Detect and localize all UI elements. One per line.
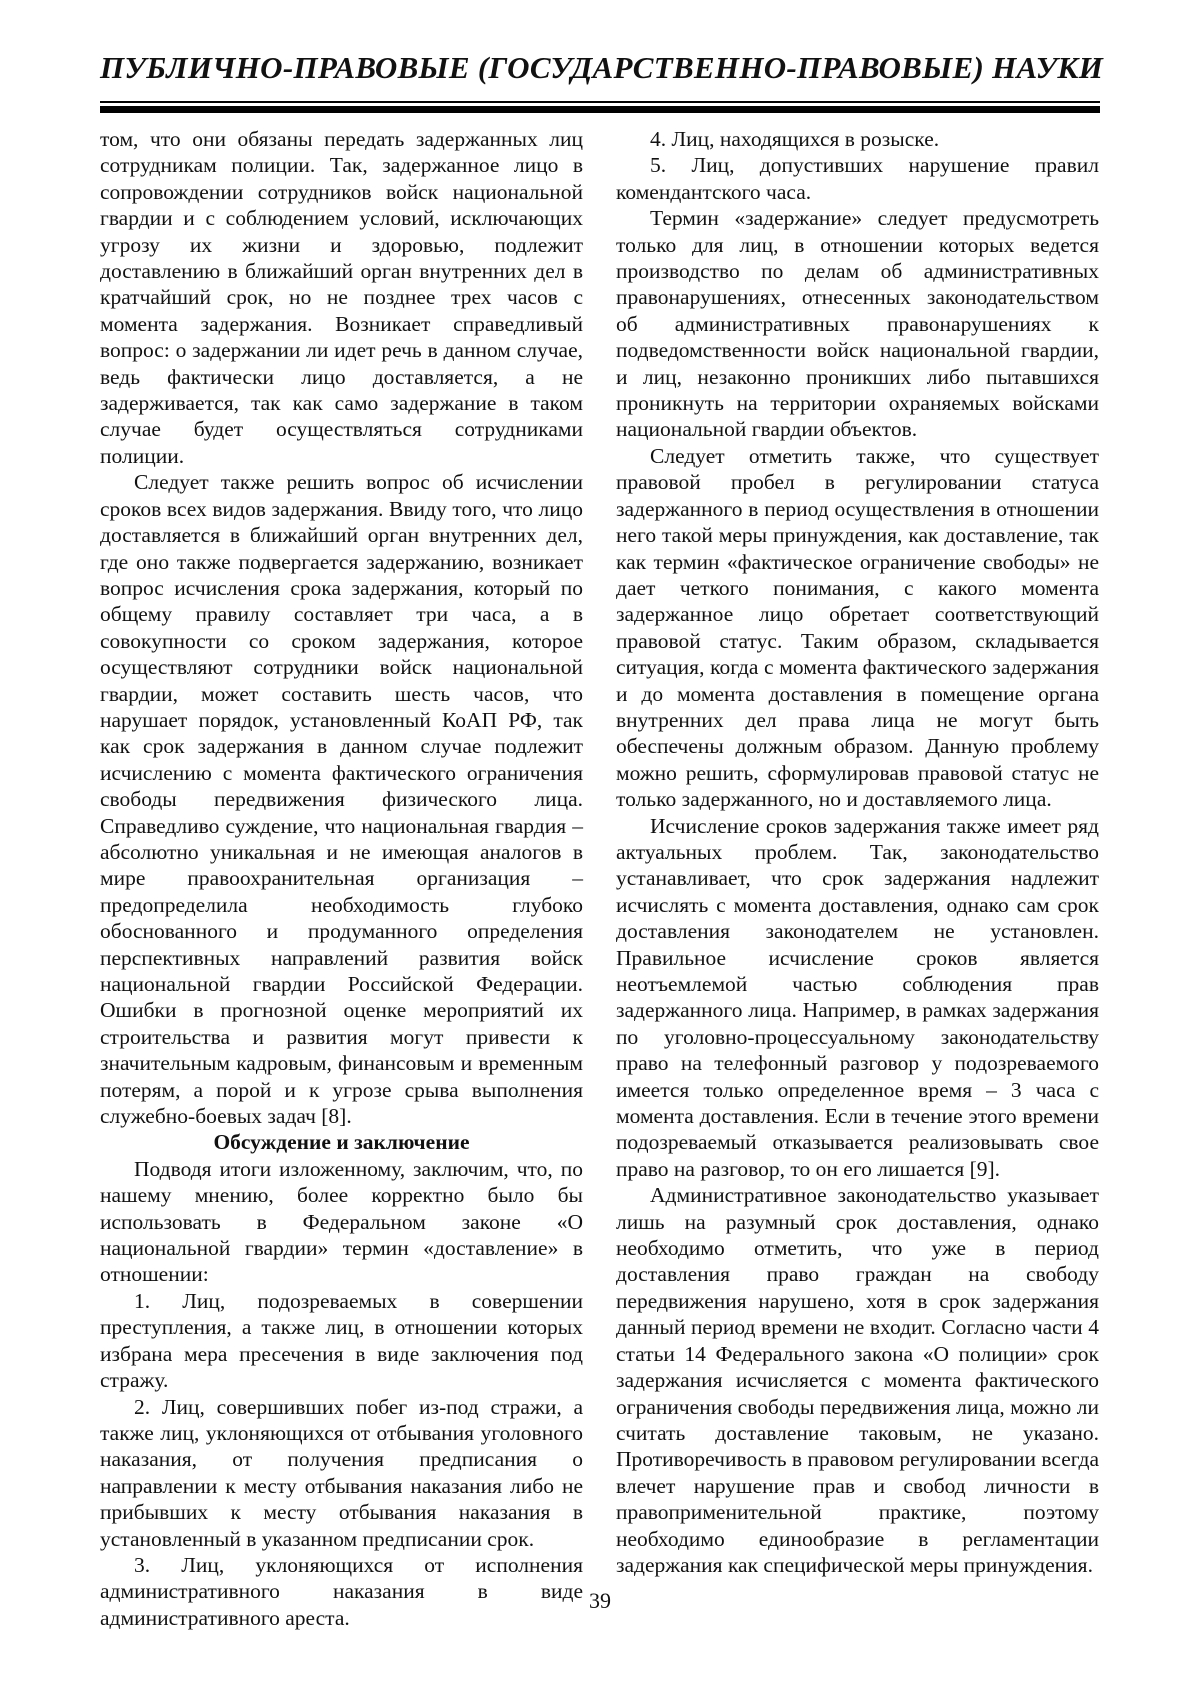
paragraph: Следует отметить также, что существует правовой пробел в регулировании статуса задержанного в период осуществления в отношении него такой меры принуждения, как доставление, так как термин «фактическое ограничение свободы» не дает четкого понимания, с какого момента задержанное лицо обретает соответствующий правовой статус. Таким образом, складывается ситуация, когда с момента фактического задержания и до момента доставления в помещение органа внутренних дел права лица не могут быть обеспечены должным образом. Данную проблему можно решить, сформулировав правовой статус не только задержанного, но и доставляемого лица. bbox=[616, 443, 1099, 812]
paragraph: Исчисление сроков задержания также имеет ряд актуальных проблем. Так, законодательство устанавливает, что срок задержания надлежит исчислять с момента доставления, однако сам срок доставления законодателем не установлен. Правильное исчисление сроков является неотъемлемой частью соблюдения прав задержанного лица. Например, в рамках задержания по уголовно-процессуальному законодательству право на телефонный разговор у подозреваемого имеется только определенное время – 3 часа с момента доставления. Если в течение этого времени подозреваемый отказывается реализовывать свое право на разговор, то он его лишается [9]. bbox=[616, 813, 1099, 1181]
left-column bbox=[100, 126, 583, 1631]
running-head-title: ПУБЛИЧНО-ПРАВОВЫЕ (ГОСУДАРСТВЕННО-ПРАВОВЫЕ) НАУКИ bbox=[100, 50, 1104, 85]
header-divider-thick-line bbox=[100, 106, 1100, 113]
paragraph-continuation: том, что они обязаны передать задержанных лиц сотрудникам полиции. Так, задержанное лицо в сопровождении сотрудников войск национальной гвардии и с соблюдением условий, исключающих угрозу их жизни и здоровью, подлежит доставлению в ближайший орган внутренних дел в кратчайший срок, но не позднее трех часов с момента задержания. Возникает справедливый вопрос: о задержании ли идет речь в данном случае, ведь фактически лицо доставляется, а не задерживается, так как само задержание в таком случае будет осуществляться сотрудниками полиции. bbox=[100, 127, 583, 468]
list-item-1: 1. Лиц, подозреваемых в совершении преступления, а также лиц, в отношении которых избрана мера пресечения в виде заключения под стражу. bbox=[100, 1288, 583, 1393]
paragraph: Административное законодательство указывает лишь на разумный срок доставления, однако необходимо отметить, что уже в период доставления право граждан на свободу передвижения нарушено, хотя в срок задержания данный период времени не входит. Согласно части 4 статьи 14 Федерального закона «О полиции» срок задержания исчисляется с момента фактического ограничения свободы передвижения лица, можно ли считать доставление таковым, не указано. Противоречивость в правовом регулировании всегда влечет нарушение прав и свобод личности в правоприменительной практике, поэтому необходимо единообразие в регламентации задержания как специфической меры принуждения. bbox=[616, 1183, 1099, 1577]
list-item-4: 4. Лиц, находящихся в розыске. bbox=[650, 127, 940, 151]
header-divider bbox=[100, 101, 1100, 113]
right-column bbox=[616, 126, 1099, 1631]
paragraph: Термин «задержание» следует предусмотреть только для лиц, в отношении которых ведется производство по делам об административных правонарушениях, отнесенных законодательством об административных правонарушениях к подведомственности войск национальной гвардии, и лиц, незаконно проникших либо пытавшихся проникнуть на территории охраняемых войсками национальной гвардии объектов. bbox=[616, 206, 1099, 442]
list-item-5: 5. Лиц, допустивших нарушение правил комендантского часа. bbox=[616, 153, 1099, 204]
section-heading-discussion-conclusion: Обсуждение и заключение bbox=[213, 1130, 470, 1155]
paragraph: Следует также решить вопрос об исчислении сроков всех видов задержания. Ввиду того, что лицо доставляется в ближайший орган внутренних дел, где оно также подвергается задержанию, возникает вопрос исчисления срока задержания, который по общему правилу составляет три часа, а в совокупности со сроком задержания, которое осуществляют сотрудники войск национальной гвардии, может составить шесть часов, что нарушает порядок, установленный КоАП РФ, так как срок задержания в данном случае подлежит исчислению с момента фактического ограничения свободы передвижения физического лица. Справедливо суждение, что национальная гвардия – абсолютно уникальная и не имеющая аналогов в мире правоохранительная организация – предопределила необходимость глубоко обоснованного и продуманного определения перспективных направлений развития войск национальной гвардии Российской Федерации. Ошибки в прогнозной оценке мероприятий их строительства и развития могут привести к значительным кадровым, финансовым и временным потерям, а порой и к угрозе срыва выполнения служебно-боевых задач [8]. bbox=[100, 470, 583, 1129]
header-divider-thin-line bbox=[100, 101, 1100, 103]
two-column-body bbox=[100, 126, 1100, 1631]
list-item-2: 2. Лиц, совершивших побег из-под стражи, а также лиц, уклоняющихся от отбывания уголовного наказания, от получения предписания о направлении к месту отбывания наказания либо не прибывших к месту отбывания наказания в установленный в указанном предписании срок. bbox=[100, 1394, 583, 1551]
list-item-3: 3. Лиц, уклоняющихся от исполнения административного наказания в виде административного ареста. bbox=[100, 1552, 583, 1630]
page-number: 39 bbox=[589, 1588, 611, 1613]
paragraph: Подводя итоги изложенному, заключим, что, по нашему мнению, более корректно было бы использовать в Федеральном законе «О национальной гвардии» термин «доставление» в отношении: bbox=[100, 1156, 583, 1287]
